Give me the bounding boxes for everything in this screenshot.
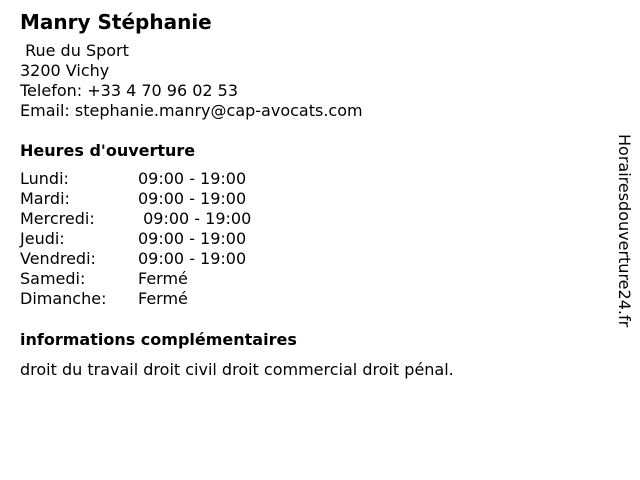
time-value: Fermé [138, 289, 188, 308]
time-value: 09:00 - 19:00 [138, 189, 247, 208]
day-label: Dimanche: [20, 289, 107, 308]
hours-row-sunday [20, 289, 600, 309]
time-value: 09:00 - 19:00 [138, 209, 252, 228]
hours-row-saturday [20, 269, 600, 289]
additional-info-text: droit du travail droit civil droit commercial droit pénal. [20, 360, 454, 379]
hours-row-monday [20, 169, 600, 189]
city-line: 3200 Vichy [20, 61, 110, 80]
business-card [20, 10, 600, 380]
email-line: Email: stephanie.manry@cap-avocats.com [20, 101, 363, 120]
hours-row-tuesday [20, 189, 600, 209]
time-value: 09:00 - 19:00 [138, 169, 247, 188]
day-label: Vendredi: [20, 249, 96, 268]
day-label: Jeudi: [20, 229, 65, 248]
time-value: 09:00 - 19:00 [138, 249, 247, 268]
phone-line: Telefon: +33 4 70 96 02 53 [20, 81, 239, 100]
time-value: 09:00 - 19:00 [138, 229, 247, 248]
site-watermark: Horairesdouverture24.fr [615, 134, 634, 328]
opening-hours-title: Heures d'ouverture [20, 141, 196, 160]
day-label: Mercredi: [20, 209, 95, 228]
hours-row-thursday [20, 229, 600, 249]
business-name: Manry Stéphanie [20, 10, 212, 34]
hours-row-friday [20, 249, 600, 269]
additional-info-title: informations complémentaires [20, 330, 297, 349]
opening-hours-table [20, 169, 600, 309]
street-address: Rue du Sport [20, 41, 129, 60]
time-value: Fermé [138, 269, 188, 288]
day-label: Mardi: [20, 189, 70, 208]
day-label: Samedi: [20, 269, 86, 288]
day-label: Lundi: [20, 169, 69, 188]
hours-row-wednesday [20, 209, 600, 229]
